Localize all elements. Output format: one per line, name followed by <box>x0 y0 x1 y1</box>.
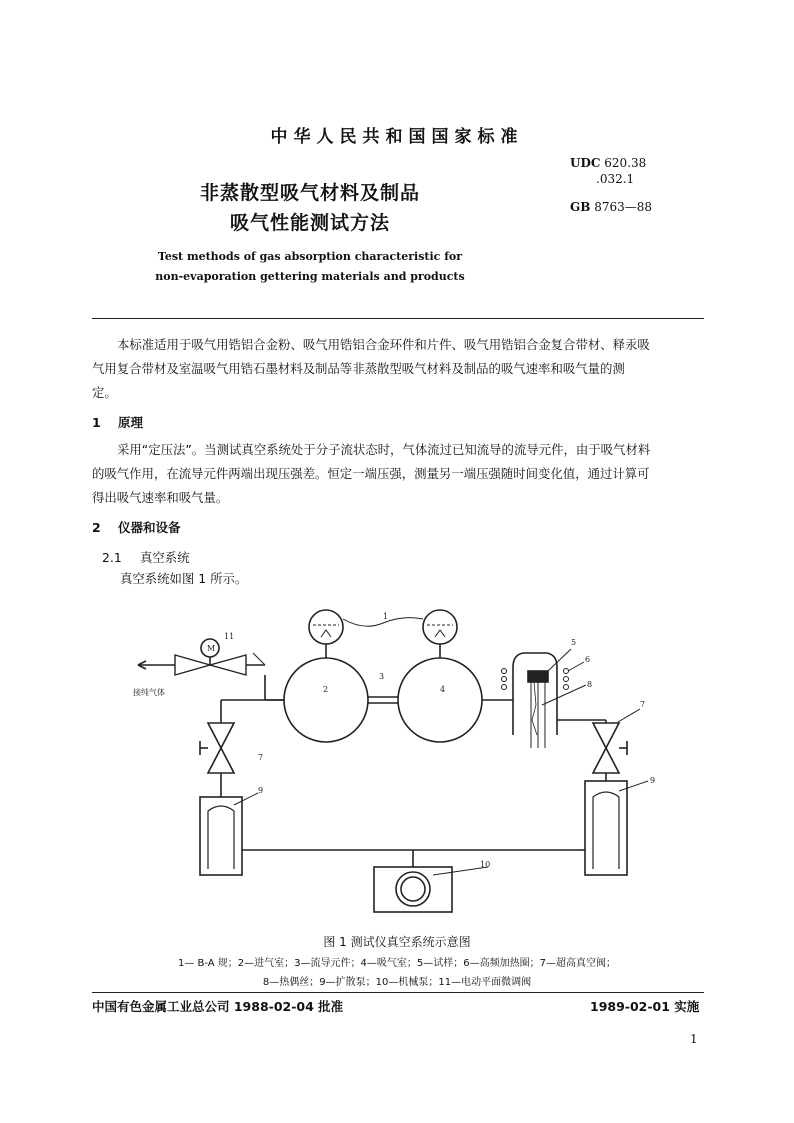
vacuum-system-diagram <box>128 605 668 915</box>
english-title-line-2: non-evaporation gettering materials and products <box>155 270 465 283</box>
approval-info: 中国有色金属工业总公司 1988-02-04 批准 <box>92 999 344 1014</box>
label-getter-chamber: 4 <box>440 685 446 694</box>
getter-chamber-shape <box>398 658 482 742</box>
label-conductance: 3 <box>379 672 385 681</box>
section-1-number: 1 <box>92 415 101 430</box>
diffusion-pump-right-shape <box>585 781 627 875</box>
page-number: 1 <box>690 1032 698 1046</box>
label-thermocouple: 8 <box>587 680 593 689</box>
section-1-line-2: 的吸气作用，在流导元件两端出现压强差。恒定一端压强，测量另一端压强随时间变化值，通过计算可 <box>92 466 650 481</box>
section-1-line-1: 采用“定压法”。当测试真空系统处于分子流状态时，气体流过已知流导的流导元件，由于吸气材料 <box>117 442 651 457</box>
subsection-2-1-number: 2.1 <box>102 550 122 565</box>
label-gauge: 1 <box>383 612 389 621</box>
document-title-line-1: 非蒸散型吸气材料及制品 <box>199 182 420 204</box>
section-1-line-3: 得出吸气速率和吸气量。 <box>92 490 229 505</box>
gb-code <box>570 200 652 214</box>
section-1-paragraph <box>92 438 704 510</box>
label-motor: M <box>207 644 216 653</box>
intro-line-3: 定。 <box>92 385 117 400</box>
gb-number: 8763—88 <box>594 200 653 214</box>
udc-code <box>570 156 646 170</box>
gauge-right-shape <box>423 610 457 644</box>
section-2-title: 仪器和设备 <box>118 520 181 535</box>
label-valve-11: 11 <box>224 632 235 641</box>
diffusion-pump-left-shape <box>200 797 242 875</box>
label-valve-right: 7 <box>640 700 646 709</box>
section-2-number: 2 <box>92 520 101 535</box>
label-diffusion-right: 9 <box>650 776 656 785</box>
gauge-left-shape <box>309 610 343 644</box>
label-mechanical-pump: 10 <box>480 860 491 869</box>
english-title-line-1: Test methods of gas absorption characteristic for <box>157 250 463 263</box>
label-hf-coil: 6 <box>585 655 591 664</box>
udc-code-line-1: 620.38 <box>604 156 647 170</box>
section-1-title: 原理 <box>118 415 144 430</box>
udc-label: UDC <box>570 156 601 170</box>
udc-code-line-2: .032.1 <box>596 172 635 186</box>
section-2-heading <box>92 518 181 536</box>
figure-legend-line-2: 8—热偶丝；9—扩散泵；10—机械泵；11—电动平面微调阀 <box>262 977 532 988</box>
document-title-line-2: 吸气性能测试方法 <box>229 212 390 234</box>
intro-line-2: 气用复合带材及室温吸气用锆石墨材料及制品等非蒸散型吸气材料及制品的吸气速率和吸气量的测 <box>92 361 625 376</box>
figure-caption: 图 1 测试仪真空系统示意图 <box>323 935 471 949</box>
label-valve-left: 7 <box>258 753 264 762</box>
label-gas-inlet: 接纯气体 <box>133 688 165 697</box>
label-inlet-chamber: 2 <box>323 685 329 694</box>
intro-line-1: 本标准适用于吸气用锆铝合金粉、吸气用锆铝合金环件和片件、吸气用锆铝合金复合带材、释汞吸 <box>117 337 650 352</box>
label-sample: 5 <box>571 638 577 647</box>
intro-paragraph <box>92 333 704 405</box>
header-divider <box>92 318 704 319</box>
subsection-2-1-text: 真空系统如图 1 所示。 <box>120 571 248 586</box>
figure-legend-line-1: 1— B-A 规；2—进气室；3—流导元件；4—吸气室；5—试样；6—高频加热圈；7—超高真空阀； <box>178 958 616 969</box>
section-1-heading <box>92 413 143 431</box>
effective-date: 1989-02-01 实施 <box>590 999 700 1014</box>
standard-type-heading: 中华人民共和国国家标准 <box>270 127 524 147</box>
subsection-2-1-heading <box>102 548 190 566</box>
gb-label: GB <box>570 200 591 214</box>
label-diffusion-left: 9 <box>258 786 264 795</box>
inlet-chamber-shape <box>284 658 368 742</box>
subsection-2-1-title: 真空系统 <box>140 550 190 565</box>
footer-divider <box>92 992 704 993</box>
